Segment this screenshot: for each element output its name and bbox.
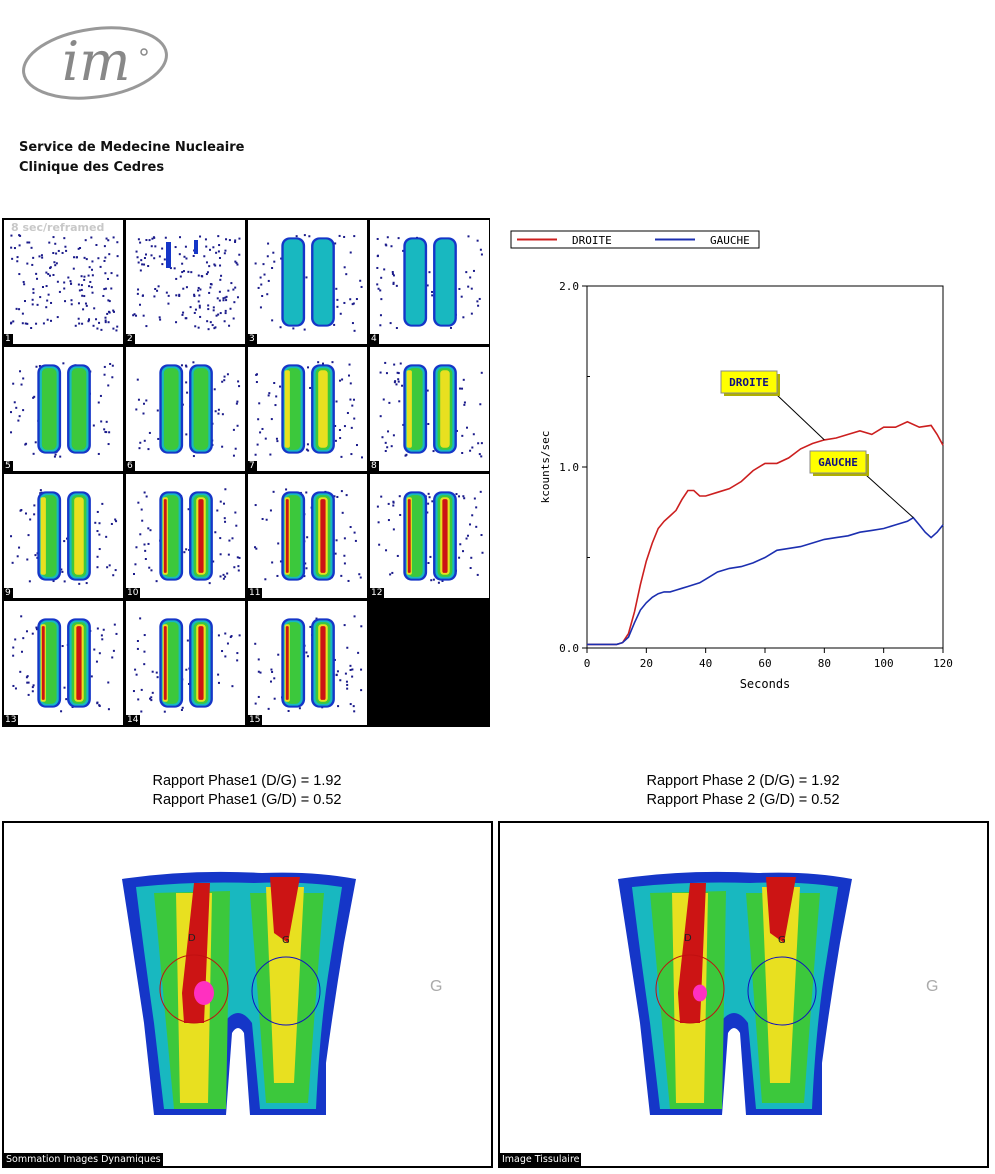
legend-label-gauche: GAUCHE: [710, 234, 750, 247]
frame-number: 8: [371, 461, 377, 471]
frame-image: [4, 220, 123, 344]
service-name: Service de Medecine Nucleaire: [19, 140, 245, 155]
summation-caption: Sommation Images Dynamiques: [6, 1154, 161, 1165]
x-tick-label: 120: [933, 657, 953, 670]
frame-image: [4, 601, 123, 725]
roi-label-d: D: [684, 933, 692, 944]
x-tick-label: 100: [873, 657, 894, 670]
frame-image: [370, 347, 489, 471]
x-axis-label: Seconds: [739, 677, 791, 691]
frame-number: 11: [249, 588, 261, 598]
x-tick-label: 80: [817, 657, 831, 670]
frame-number: 6: [127, 461, 133, 471]
frame-number: 2: [127, 334, 133, 344]
x-tick-label: 60: [758, 657, 772, 670]
logo-lettering: im: [62, 30, 131, 93]
frame-tile: [126, 220, 245, 344]
hot-spot: [194, 981, 214, 1005]
frame-number: 7: [249, 461, 255, 471]
side-marker: G: [430, 978, 443, 995]
frame-number: 1: [5, 334, 11, 344]
ratio-phase1-dg: Rapport Phase1 (D/G) = 1.92: [152, 773, 342, 789]
frame-number: 15: [249, 715, 261, 725]
frame-tile: [4, 347, 123, 471]
frame-image: [4, 347, 123, 471]
plot-frame: [587, 286, 943, 648]
clinic-logo: [20, 18, 175, 106]
tissue-image: [500, 823, 987, 1166]
frame-tile: [370, 347, 489, 471]
roi-label-d: D: [188, 933, 196, 944]
frame-image: [370, 474, 489, 598]
frame-image: [126, 601, 245, 725]
frame-tile: [4, 601, 123, 725]
frame-image: [126, 474, 245, 598]
clinic-name: Clinique des Cedres: [19, 160, 165, 175]
frame-number: 5: [5, 461, 11, 471]
frame-number: 3: [249, 334, 255, 344]
frame-number: 9: [5, 588, 11, 598]
summation-image-panel: [2, 821, 493, 1168]
annotation-label-droite: DROITE: [729, 376, 769, 389]
frame-image: [126, 220, 245, 344]
annotation-leader: [777, 395, 824, 440]
frame-image: [248, 601, 367, 725]
ratio-phase1-gd: Rapport Phase1 (G/D) = 0.52: [152, 792, 342, 808]
frame-tile: [126, 347, 245, 471]
frame-number: 12: [371, 588, 383, 598]
frame-tile: [248, 220, 367, 344]
roi-label-g: G: [282, 935, 290, 946]
frame-tile: [248, 474, 367, 598]
y-tick-label: 2.0: [559, 280, 579, 293]
chart-annotations: [721, 371, 913, 518]
frame-tile: [248, 601, 367, 725]
roi-label-g: G: [778, 935, 786, 946]
ratio-phase2-gd: Rapport Phase 2 (G/D) = 0.52: [646, 792, 840, 808]
chart-series: [587, 422, 943, 645]
dynamic-frames-grid: [2, 218, 490, 727]
y-tick-label: 1.0: [559, 461, 579, 474]
ratio-phase2-dg: Rapport Phase 2 (D/G) = 1.92: [646, 773, 840, 789]
frame-number: 4: [371, 334, 377, 344]
legend-label-droite: DROITE: [572, 234, 612, 247]
series-line-gauche: [587, 518, 943, 645]
time-activity-chart: [505, 225, 975, 705]
annotation-label-gauche: GAUCHE: [818, 456, 858, 469]
frame-tile: [248, 347, 367, 471]
ratio-phase1: [2, 772, 492, 810]
hot-spot: [693, 985, 707, 1002]
frame-tile: [126, 474, 245, 598]
summation-image: [4, 823, 491, 1166]
frame-tile: [4, 474, 123, 598]
x-tick-label: 0: [583, 657, 591, 670]
frame-number: 14: [127, 715, 139, 725]
frame-image: [248, 220, 367, 344]
tissue-caption: Image Tissulaire: [502, 1154, 580, 1165]
frame-image: [248, 347, 367, 471]
annotation-leader: [866, 475, 913, 518]
frame-tile: [370, 220, 489, 344]
ratio-phase2: [498, 772, 988, 810]
frame-tile: [4, 220, 123, 344]
frame-number: 10: [127, 588, 139, 598]
frame-tile: [126, 601, 245, 725]
x-tick-label: 40: [699, 657, 713, 670]
tissue-image-panel: [498, 821, 989, 1168]
y-axis-label: kcounts/sec: [539, 430, 552, 504]
frame-image: [4, 474, 123, 598]
frame-image: [248, 474, 367, 598]
x-tick-label: 20: [639, 657, 653, 670]
frame-number: 13: [5, 715, 17, 725]
frame-rate-label: 8 sec/reframed: [11, 221, 105, 234]
frame-image: [126, 347, 245, 471]
y-tick-label: 0.0: [559, 642, 579, 655]
frame-image: [370, 220, 489, 344]
chart-axes: [559, 280, 953, 670]
frame-tile: [370, 474, 489, 598]
side-marker: G: [926, 978, 939, 995]
